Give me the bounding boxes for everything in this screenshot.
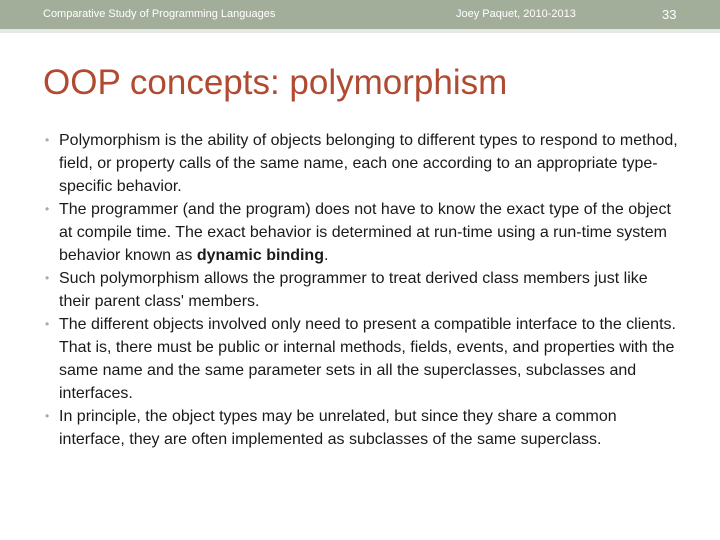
bullet-marker: • [45,271,50,285]
bullet-text: The programmer (and the program) does not have to know the exact type of the object at compile time. The exact behavior is determined at run-time using a run-time system behavior known as [59,201,671,264]
bullet-marker: • [45,133,50,147]
bullet-text: In principle, the object types may be unrelated, but since they share a common interface, they are often implemented as subclasses of the same superclass. [59,408,617,448]
bullet-item [45,267,683,313]
slide-title: OOP concepts: polymorphism [43,63,508,102]
bullet-item [45,313,683,405]
bullet-text: Polymorphism is the ability of objects belonging to different types to respond to method, field, or property calls of the same name, each one according to an appropriate type-specific behavior. [59,132,678,195]
author-credit: Joey Paquet, 2010-2013 [456,8,576,20]
course-title: Comparative Study of Programming Languages [43,8,276,20]
bullet-list [45,129,683,451]
bullet-text: The different objects involved only need to present a compatible interface to the clients. That is, there must be public or internal methods, fields, events, and properties with the same name and the same parameter sets in all the superclasses, subclasses and interfaces. [59,316,676,402]
bullet-item [45,405,683,451]
bullet-marker: • [45,409,50,423]
bullet-marker: • [45,317,50,331]
bullet-text: Such polymorphism allows the programmer to treat derived class members just like their parent class' members. [59,270,648,310]
dynamic-binding-term: dynamic binding [196,247,324,264]
bullet-item [45,129,683,198]
bullet-text-end: . [323,247,329,264]
page-number: 33 [662,7,677,22]
bullet-marker: • [45,202,50,216]
header-bar [0,0,720,29]
header-divider [0,29,720,33]
bullet-item [45,198,683,267]
